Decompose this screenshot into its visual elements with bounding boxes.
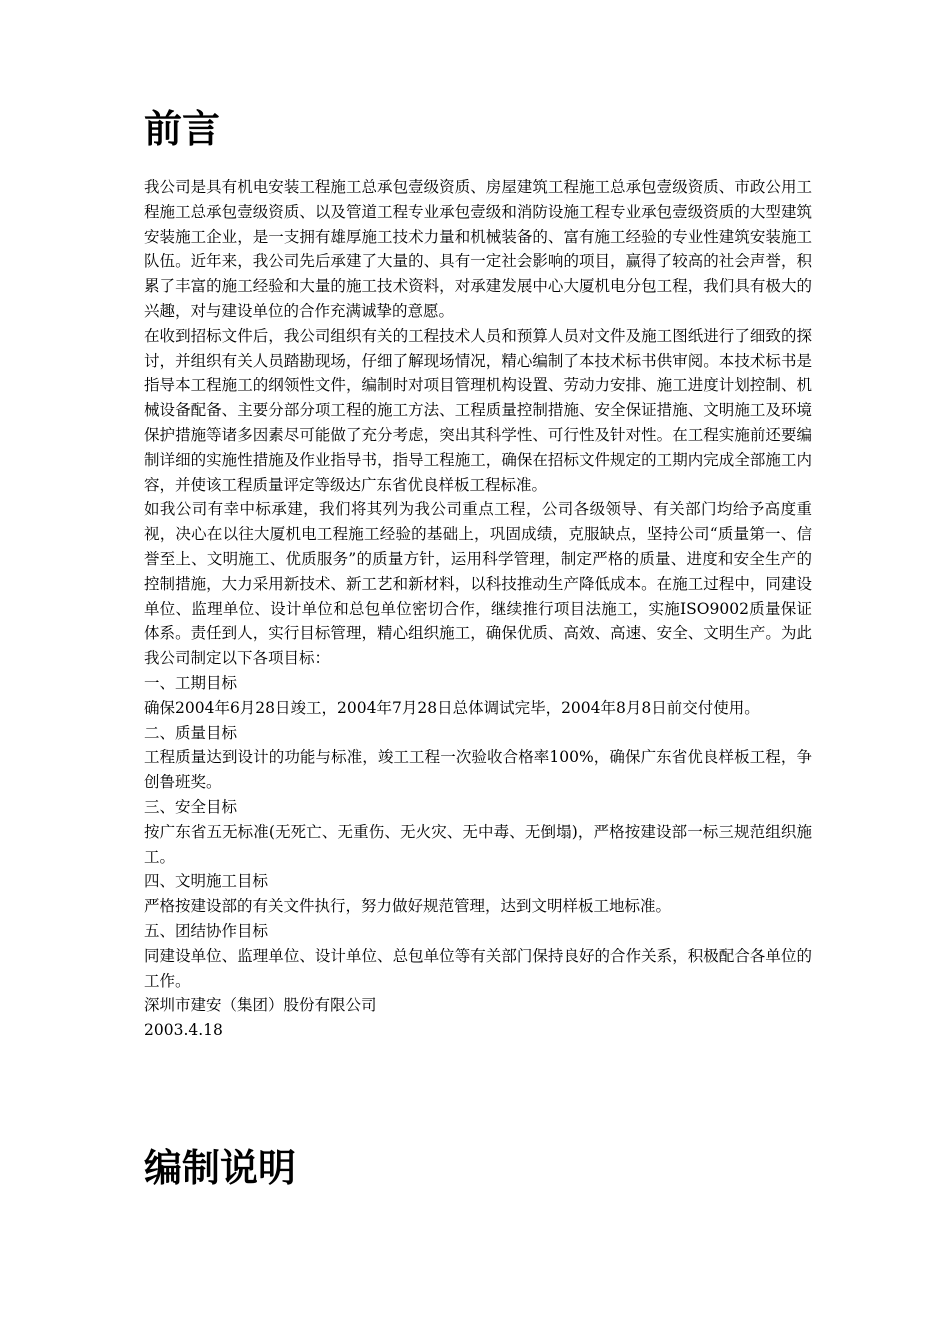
commitment-paragraph: 如我公司有幸中标承建，我们将其列为我公司重点工程，公司各级领导、有关部门均给予高度重视，决心在以往大厦机电工程施工经验的基础上，巩固成绩，克服缺点，坚持公司“质量第一、信誉至上、文明施工、优质服务”的质量方针，运用科学管理，制定严格的质量、进度和安全生产的控制措施，大力采用新技术、新工艺和新材料，以科技推动生产降低成本。在施工过程中，同建设单位、监理单位、设计单位和总包单位密切合作，继续推行项目法施工，实施ISO9002质量保证体系。责任到人，实行目标管理，精心组织施工，确保优质、高效、高速、安全、文明生产。为此我公司制定以下各项目标： xyxy=(144,500,812,668)
schedule-goal-text: 确保2004年6月28日竣工，2004年7月28日总体调试完毕，2004年8月8日前交付使用。 xyxy=(144,698,760,717)
preface-body xyxy=(144,175,812,1043)
cooperation-goal-heading: 五、团结协作目标 xyxy=(144,921,269,940)
civilized-goal-text: 严格按建设部的有关文件执行，努力做好规范管理，达到文明样板工地标准。 xyxy=(144,897,672,916)
document-date: 2003.4.18 xyxy=(144,1021,223,1040)
schedule-goal-heading: 一、工期目标 xyxy=(144,673,238,692)
cooperation-goal-text: 同建设单位、监理单位、设计单位、总包单位等有关部门保持良好的合作关系，积极配合各单位的工作。 xyxy=(144,946,812,990)
safety-goal-text: 按广东省五无标准(无死亡、无重伤、无火灾、无中毒、无倒塌)，严格按建设部一标三规范组织施工。 xyxy=(144,822,812,866)
bid-paragraph: 在收到招标文件后，我公司组织有关的工程技术人员和预算人员对文件及施工图纸进行了细致的探讨，并组织有关人员踏勘现场，仔细了解现场情况，精心编制了本技术标书供审阅。本技术标书是指导本工程施工的纲领性文件，编制时对项目管理机构设置、劳动力安排、施工进度计划控制、机械设备配备、主要分部分项工程的施工方法、工程质量控制措施、安全保证措施、文明施工及环境保护措施等诸多因素尽可能做了充分考虑，突出其科学性、可行性及针对性。在工程实施前还要编制详细的实施性措施及作业指导书，指导工程施工，确保在招标文件规定的工期内完成全部施工内容，并使该工程质量评定等级达广东省优良样板工程标准。 xyxy=(144,326,812,494)
civilized-goal-heading: 四、文明施工目标 xyxy=(144,872,269,891)
company-signature: 深圳市建安（集团）股份有限公司 xyxy=(144,996,377,1015)
intro-paragraph: 我公司是具有机电安装工程施工总承包壹级资质、房屋建筑工程施工总承包壹级资质、市政公用工程施工总承包壹级资质、以及管道工程专业承包壹级和消防设施工程专业承包壹级资质的大型建筑安装施工企业，是一支拥有雄厚施工技术力量和机械装备的、富有施工经验的专业性建筑安装施工队伍。近年来，我公司先后承建了大量的、具有一定社会影响的项目，赢得了较高的社会声誉，积累了丰富的施工经验和大量的施工技术资料，对承建发展中心大厦机电分包工程，我们具有极大的兴趣，对与建设单位的合作充满诚挚的意愿。 xyxy=(144,178,812,320)
safety-goal-heading: 三、安全目标 xyxy=(144,797,238,816)
quality-goal-heading: 二、质量目标 xyxy=(144,723,238,742)
quality-goal-text: 工程质量达到设计的功能与标准，竣工工程一次验收合格率100%，确保广东省优良样板工程，争创鲁班奖。 xyxy=(144,748,812,792)
preface-heading: 前言 xyxy=(144,106,221,151)
compilation-notes-heading: 编制说明 xyxy=(144,1145,297,1190)
